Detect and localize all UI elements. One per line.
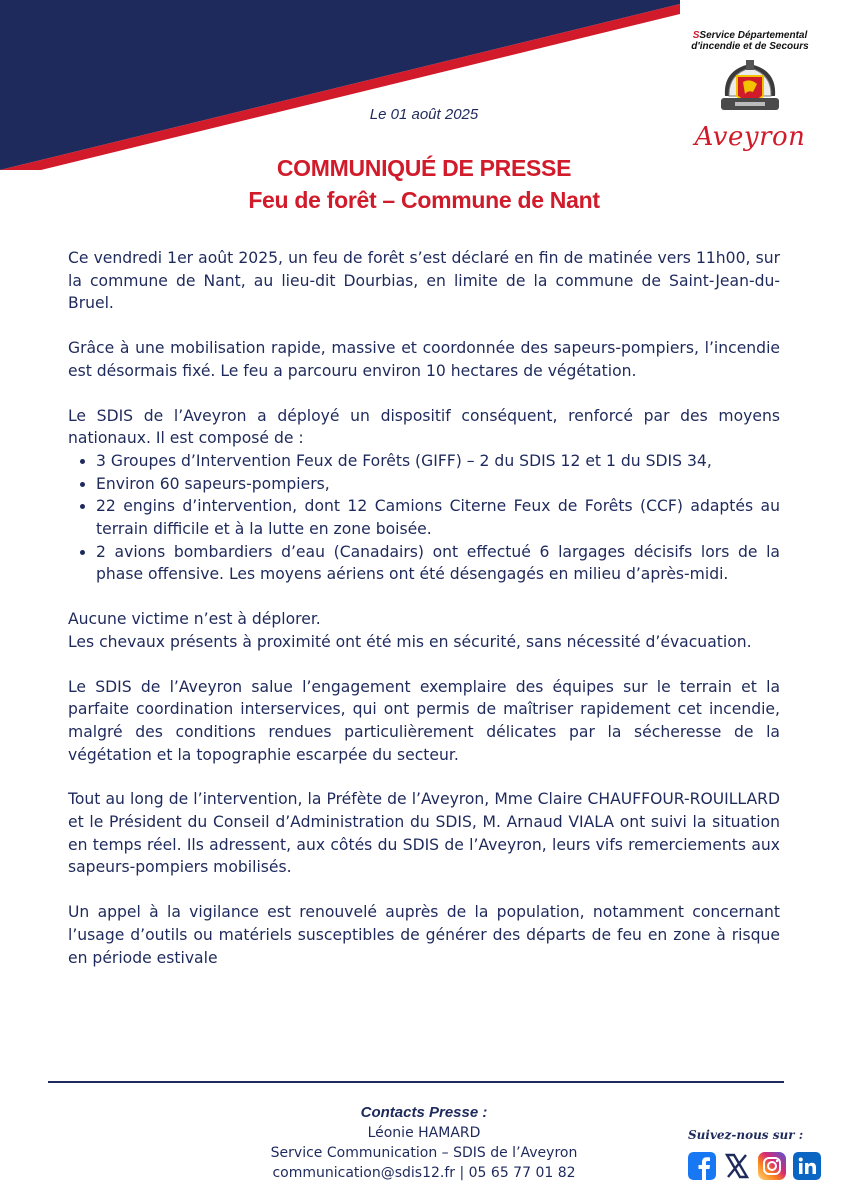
- x-icon[interactable]: [723, 1152, 751, 1180]
- org-line-1: SService Départemental: [692, 30, 808, 41]
- contact-name: Léonie HAMARD: [367, 1125, 481, 1141]
- facebook-icon[interactable]: [688, 1152, 716, 1180]
- logo-place: Aveyron: [694, 122, 806, 152]
- paragraph: Le SDIS de l’Aveyron salue l’engagement exemplaire des équipes sur le terrain et la parfaite coordination interservices, qui ont permis de maîtriser rapidement cet incendie, malgré des conditions rendues particulièrement délicates par la sécheresse de la végétation et la topographie escarpée du secteur.: [68, 677, 780, 764]
- list-item: • 22 engins d’intervention, dont 12 Camions Citerne Feux de Forêts (CCF) adaptés au terrain difficile et à la lutte en zone boisée.: [96, 495, 780, 540]
- resources-list: [68, 450, 780, 586]
- contact-email-phone[interactable]: communication@sdis12.fr | 05 65 77 01 82: [272, 1165, 576, 1181]
- org-line-2: d'incendie et de Secours: [691, 41, 809, 52]
- linkedin-icon[interactable]: [793, 1152, 821, 1180]
- paragraph: Grâce à une mobilisation rapide, massive et coordonnée des sapeurs-pompiers, l’incendie est désormais fixé. Le feu a parcouru environ 10 hectares de végétation.: [68, 339, 780, 380]
- document-date: Le 01 août 2025: [369, 106, 479, 123]
- title-line-1: COMMUNIQUÉ DE PRESSE: [276, 155, 572, 181]
- paragraph: Le SDIS de l’Aveyron a déployé un dispositif conséquent, renforcé par des moyens nationaux. Il est composé de :: [68, 406, 780, 448]
- title-line-2: Feu de forêt – Commune de Nant: [248, 187, 600, 213]
- paragraph: Un appel à la vigilance est renouvelé auprès de la population, notamment concernant l’usage d’outils ou matériels susceptibles de générer des départs de feu en zone à risque en période estivale: [68, 903, 780, 967]
- contact-service: Service Communication – SDIS de l’Aveyron: [270, 1145, 578, 1161]
- contacts-title: Contacts Presse :: [360, 1104, 488, 1121]
- instagram-icon[interactable]: [758, 1152, 786, 1180]
- follow-label: Suivez-nous sur :: [688, 1128, 804, 1142]
- paragraph: Ce vendredi 1er août 2025, un feu de forêt s’est déclaré en fin de matinée vers 11h00, sur la commune de Nant, au lieu-dit Dourbias, en limite de la commune de Saint-Jean-du-Bruel.: [68, 249, 780, 313]
- paragraph: Tout au long de l’intervention, la Préfète de l’Aveyron, Mme Claire CHAUFFOUR-ROUILLARD et le Président du Conseil d’Administration du SDIS, M. Arnaud VIALA ont suivi la situation en temps réel. Ils adressent, aux côtés du SDIS de l’Aveyron, leurs vifs remerciements aux sapeurs-pompiers mobilisés.: [68, 790, 780, 877]
- footer-divider: [48, 1081, 784, 1083]
- paragraph: Aucune victime n’est à déplorer.: [68, 610, 321, 629]
- press-contacts: [0, 1103, 848, 1183]
- header-banner: [0, 0, 680, 170]
- list-item: • Environ 60 sapeurs-pompiers,: [96, 473, 780, 496]
- page-title: [0, 152, 848, 216]
- sdis-logo: [690, 30, 810, 152]
- press-body: [68, 247, 780, 991]
- paragraph: Les chevaux présents à proximité ont été mis en sécurité, sans nécessité d’évacuation.: [68, 632, 752, 651]
- list-item: • 2 avions bombardiers d’eau (Canadairs) ont effectué 6 largages décisifs lors de la phase offensive. Les moyens aériens ont été désengagés en milieu d’après-midi.: [96, 541, 780, 586]
- list-item: • 3 Groupes d’Intervention Feux de Forêts (GIFF) – 2 du SDIS 12 et 1 du SDIS 34,: [96, 450, 780, 473]
